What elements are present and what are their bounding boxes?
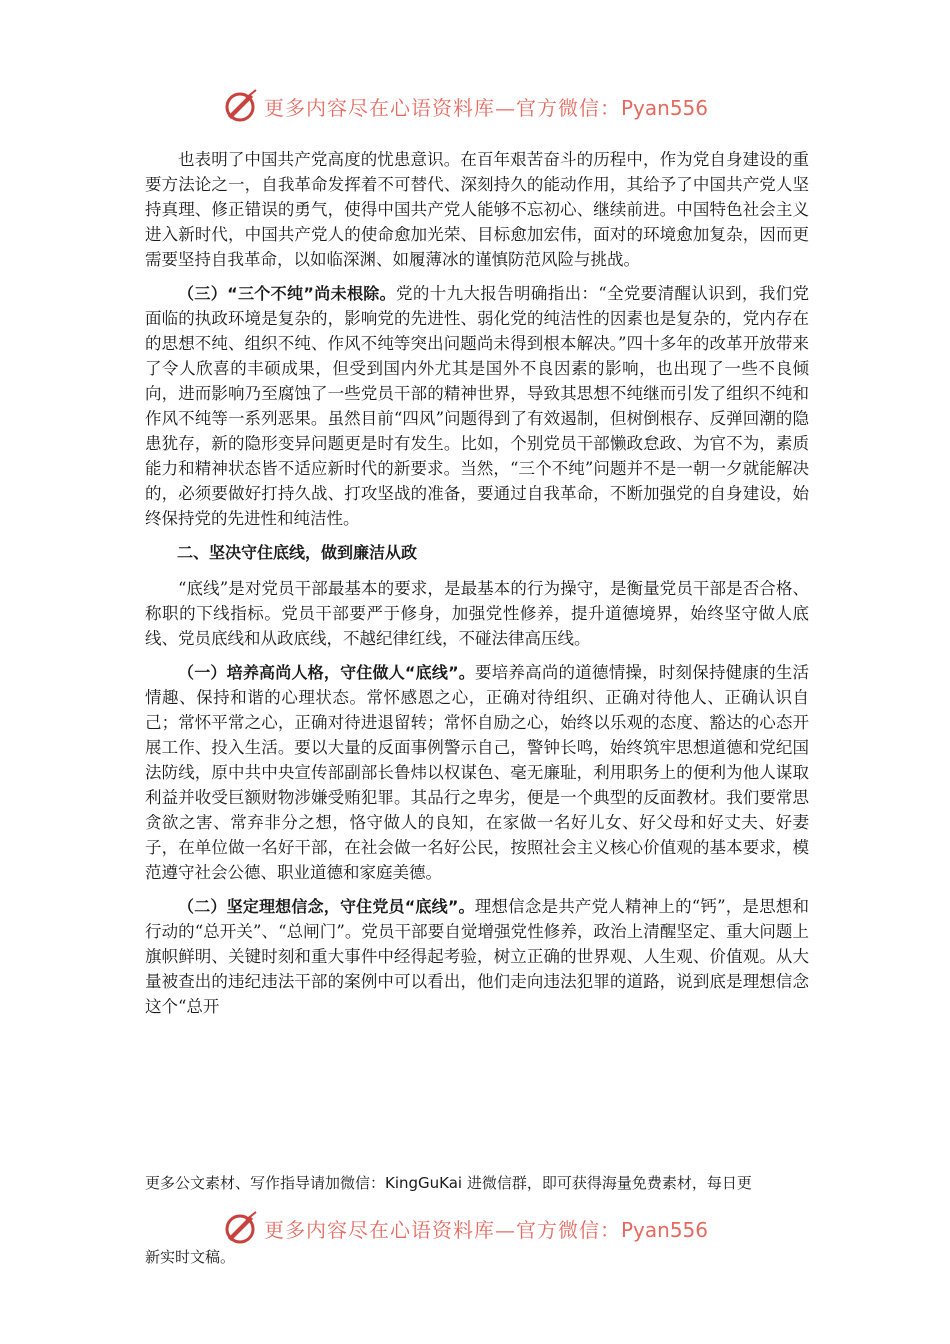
paragraph: （一）培养高尚人格，守住做人“底线”。要培养高尚的道德情操，时刻保持健康的生活情趣、保持和谐的心理状态。常怀感恩之心，正确对待组织、正确对待他人、正确认识自己；常怀平常之心，正确对待进退留转；常怀自励之心，始终以乐观的态度、豁达的心态开展工作、投入生活。要以大量的反面事例警示自己，警钟长鸣，始终筑牢思想道德和党纪国法防线，原中共中央宣传部副部长鲁炜以权谋色、毫无廉耻，利用职务上的便利为他人谋取利益并收受巨额财物涉嫌受贿犯罪。其品行之卑劣，便是一个典型的反面教材。我们要常思贪欲之害、常弃非分之想，恪守做人的良知，在家做一名好儿女、好父母和好丈夫、好妻子，在单位做一名好干部，在社会做一名好公民，按照社会主义核心价值观的基本要求，模范遵守社会公德、职业道德和家庭美德。 bbox=[145, 663, 809, 882]
section-heading: 二、坚决守住底线，做到廉洁从政 bbox=[177, 543, 418, 562]
quill-logo-icon bbox=[220, 86, 260, 126]
paragraph: （三）“三个不纯”尚未根除。党的十九大报告明确指出：“全党要清醒认识到，我们党面临的执政环境是复杂的，影响党的先进性、弱化党的纯洁性的因素也是复杂的，党内存在的思想不纯、组织不纯、作风不纯等突出问题尚未得到根本解决。”四十多年的改革开放带来了令人欣喜的丰硕成果，但受到国内外尤其是国外不良因素的影响，也出现了一些不良倾向，进而影响乃至腐蚀了一些党员干部的精神世界，导致其思想不纯继而引发了组织不纯和作风不纯等一系列恶果。虽然目前“四风”问题得到了有效遏制，但树倒根存、反弹回潮的隐患犹存，新的隐形变异问题更是时有发生。比如，个别党员干部懒政怠政、为官不为，素质能力和精神状态皆不适应新时代的新要求。当然，“三个不纯”问题并不是一朝一夕就能解决的，必须要做好打持久战、打攻坚战的准备，要通过自我革命，不断加强党的自身建设，始终保持党的先进性和纯洁性。 bbox=[145, 284, 809, 528]
banner-text: 更多内容尽在心语资料库—官方微信：Pyan556 bbox=[264, 1217, 709, 1242]
quill-logo-icon bbox=[220, 1208, 260, 1248]
footer-promo-line-continued: 新实时文稿。 bbox=[145, 1248, 236, 1266]
document-body bbox=[145, 147, 809, 1019]
paragraph: 也表明了中国共产党高度的忧患意识。在百年艰苦奋斗的历程中，作为党自身建设的重要方法论之一，自我革命发挥着不可替代、深刻持久的能动作用，其给予了中国共产党人坚持真理、修正错误的勇气，使得中国共产党人能够不忘初心、继续前进。中国特色社会主义进入新时代，中国共产党人的使命愈加光荣、目标愈加宏伟，面对的环境愈加复杂，因而更需要坚持自我革命，以如临深渊、如履薄冰的谨慎防范风险与挑战。 bbox=[145, 150, 809, 269]
paragraph: “底线”是对党员干部最基本的要求，是最基本的行为操守，是衡量党员干部是否合格、称职的下线指标。党员干部要严于修身，加强党性修养，提升道德境界，始终坚守做人底线、党员底线和从政底线，不越纪律红线，不碰法律高压线。 bbox=[145, 579, 809, 648]
paragraph: （二）坚定理想信念，守住党员“底线”。理想信念是共产党人精神上的“钙”，是思想和行动的“总开关”、“总闸门”。党员干部要自觉增强党性修养，政治上清醒坚定、重大问题上旗帜鲜明、关键时刻和重大事件中经得起考验，树立正确的世界观、人生观、价值观。从大量被查出的违纪违法干部的案例中可以看出，他们走向违法犯罪的道路，说到底是理想信念这个“总开 bbox=[145, 897, 809, 1016]
header-watermark-banner bbox=[220, 84, 740, 128]
banner-text: 更多内容尽在心语资料库—官方微信：Pyan556 bbox=[264, 95, 709, 120]
footer-watermark-banner bbox=[220, 1206, 740, 1250]
footer-promo-line: 更多公文素材、写作指导请加微信：KingGuKai 进微信群，即可获得海量免费素材，每日更 bbox=[145, 1174, 752, 1192]
